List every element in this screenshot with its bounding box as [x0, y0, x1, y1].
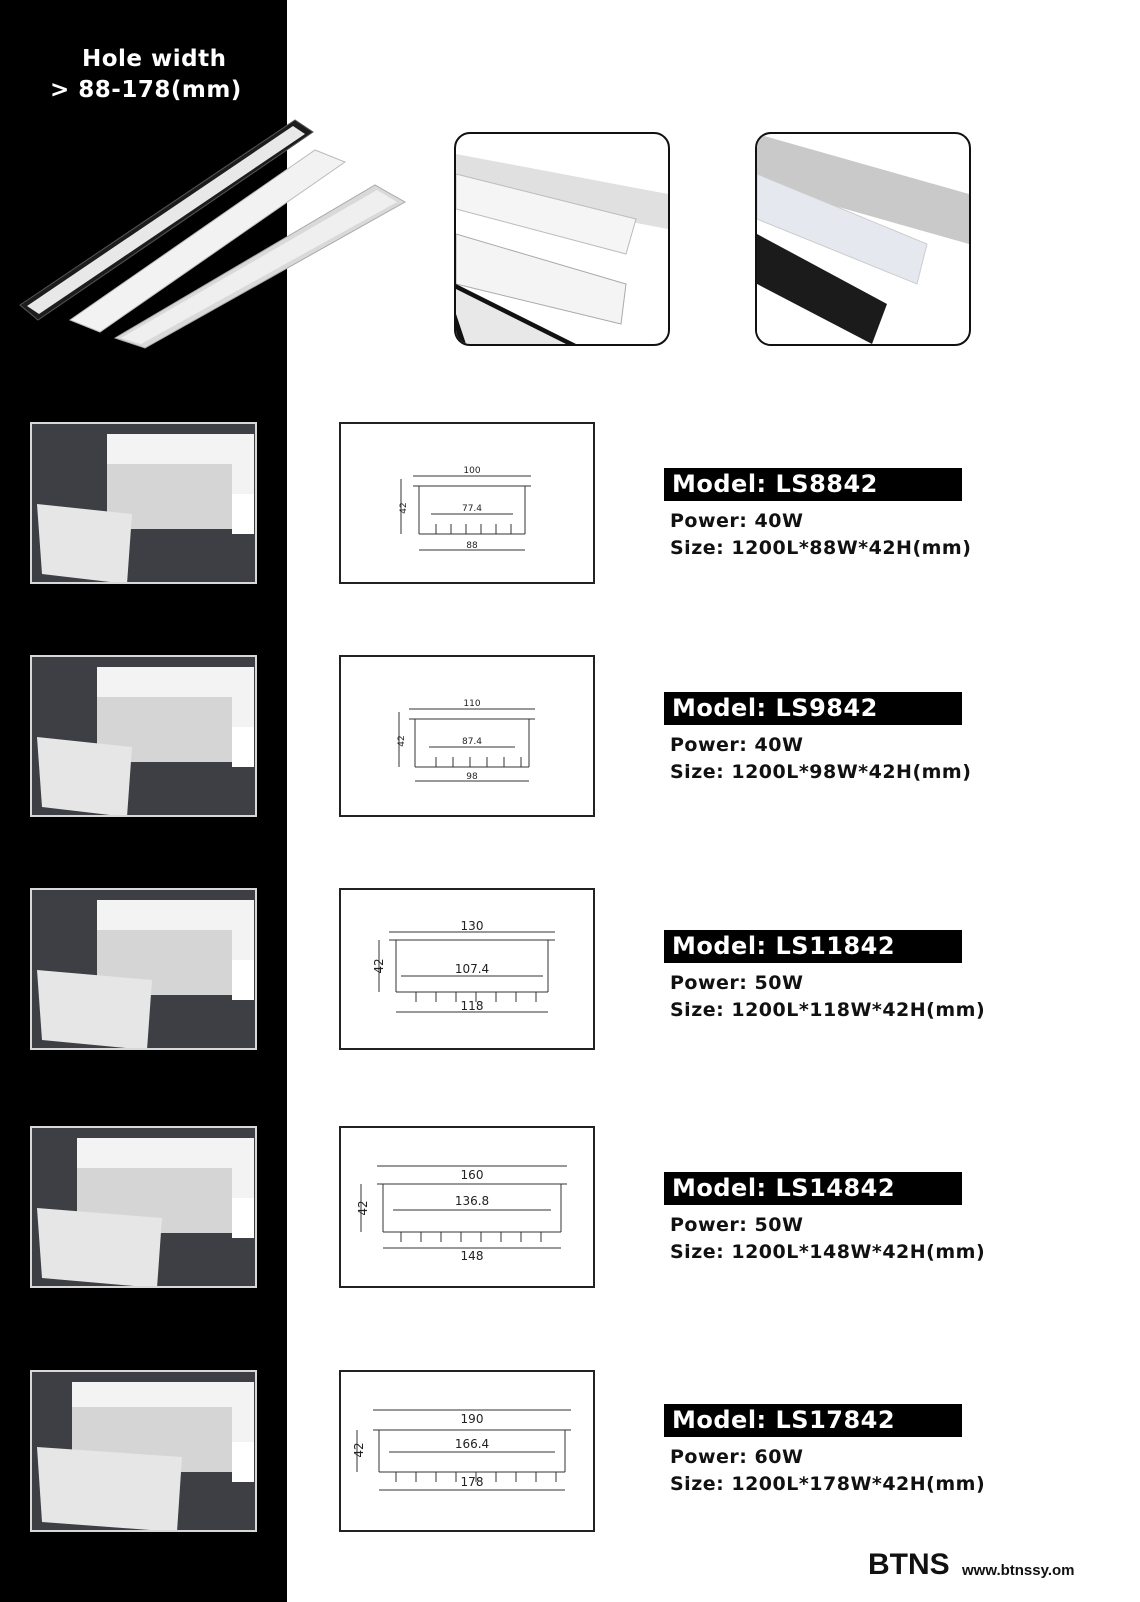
dim-inner: 136.8: [454, 1194, 490, 1208]
size-spec: Size: 1200L*98W*42H(mm): [670, 761, 972, 783]
dim-top: 130: [460, 919, 484, 933]
model-label: Model: LS8842: [664, 468, 962, 501]
model-label: Model: LS17842: [664, 1404, 962, 1437]
power-spec: Power: 40W: [670, 734, 804, 756]
power-spec: Power: 40W: [670, 510, 804, 532]
dim-bottom: 118: [460, 999, 484, 1013]
cross-section-drawing: [339, 888, 595, 1050]
dim-height: 42: [352, 1442, 366, 1458]
dim-top: 100: [463, 466, 481, 476]
model-label: Model: LS14842: [664, 1172, 962, 1205]
dim-top: 190: [460, 1412, 484, 1426]
hole-width-title: [50, 44, 260, 106]
dim-inner: 87.4: [461, 737, 483, 747]
brand-logo: BTNS: [868, 1548, 950, 1581]
product-photo: [30, 1370, 257, 1532]
dim-top: 160: [460, 1168, 484, 1182]
product-photo: [30, 655, 257, 817]
product-photo: [30, 1126, 257, 1288]
model-label: Model: LS11842: [664, 930, 962, 963]
dim-inner: 107.4: [454, 962, 490, 976]
size-spec: Size: 1200L*88W*42H(mm): [670, 537, 972, 559]
size-spec: Size: 1200L*148W*42H(mm): [670, 1241, 986, 1263]
hole-width-label: Hole width: [82, 46, 227, 72]
dim-height: 42: [372, 958, 386, 974]
power-spec: Power: 60W: [670, 1446, 804, 1468]
dim-inner: 77.4: [461, 504, 483, 514]
cross-section-drawing: [339, 655, 595, 817]
dim-inner: 166.4: [454, 1437, 490, 1451]
power-spec: Power: 50W: [670, 972, 804, 994]
cross-section-drawing: [339, 1126, 595, 1288]
hole-width-range: > 88-178(mm): [50, 77, 242, 103]
dim-bottom: 148: [460, 1249, 484, 1263]
inset-photo-profiles: [454, 132, 670, 346]
dim-height: 42: [397, 735, 407, 747]
website-url: www.btnssy.om: [962, 1562, 1075, 1579]
dim-top: 110: [463, 699, 481, 709]
size-spec: Size: 1200L*178W*42H(mm): [670, 1473, 986, 1495]
size-spec: Size: 1200L*118W*42H(mm): [670, 999, 986, 1021]
dim-height: 42: [399, 502, 409, 514]
inset-photo-channels: [755, 132, 971, 346]
model-label: Model: LS9842: [664, 692, 962, 725]
product-photo: [30, 422, 257, 584]
product-photo: [30, 888, 257, 1050]
dim-bottom: 88: [466, 541, 478, 551]
hero-profiles-image: [15, 110, 420, 360]
cross-section-drawing: [339, 422, 595, 584]
dim-bottom: 98: [466, 772, 478, 782]
dim-height: 42: [356, 1200, 370, 1216]
power-spec: Power: 50W: [670, 1214, 804, 1236]
cross-section-drawing: [339, 1370, 595, 1532]
dim-bottom: 178: [460, 1475, 484, 1489]
